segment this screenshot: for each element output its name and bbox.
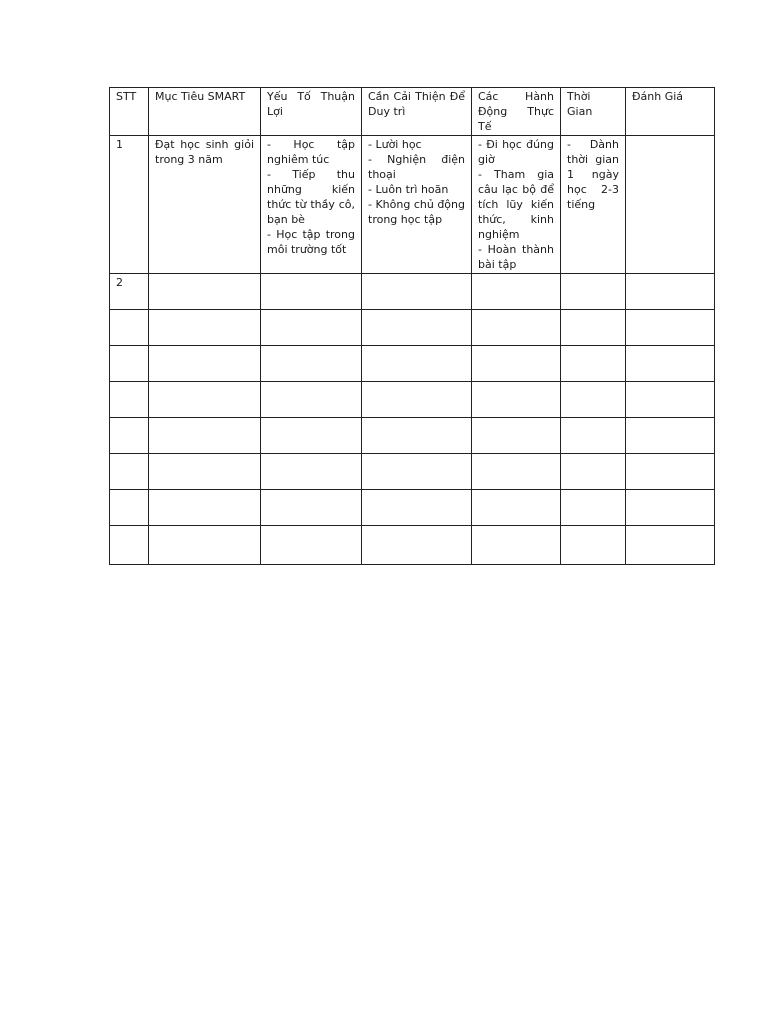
improve-item: - Lười học	[368, 138, 422, 151]
cell-empty	[472, 418, 561, 454]
cell-empty	[472, 454, 561, 490]
cell-empty	[561, 274, 626, 310]
cell-empty	[149, 382, 261, 418]
cell-empty	[561, 454, 626, 490]
cell-empty	[149, 418, 261, 454]
cell-time: - Dành thời gian 1 ngày học 2-3 tiếng	[561, 136, 626, 274]
cell-empty	[261, 454, 362, 490]
improve-item: - Luôn trì hoãn	[368, 183, 449, 196]
header-favorable-factors: Yếu Tố Thuận Lợi	[261, 88, 362, 136]
cell-empty	[362, 490, 472, 526]
favorable-item: - Tiếp thu những kiến thức từ thầy cô, bạn bè	[267, 168, 355, 226]
table-row-empty	[110, 526, 715, 565]
cell-stt: 2	[110, 274, 149, 310]
table-row-empty	[110, 346, 715, 382]
cell-empty	[626, 454, 715, 490]
cell-stt: 1	[110, 136, 149, 274]
cell-empty	[149, 454, 261, 490]
cell-empty	[110, 382, 149, 418]
cell-empty	[362, 454, 472, 490]
cell-empty	[110, 346, 149, 382]
cell-empty	[362, 382, 472, 418]
cell-empty	[110, 454, 149, 490]
cell-empty	[561, 346, 626, 382]
header-time: Thời Gian	[561, 88, 626, 136]
header-actions: Các Hành Động Thực Tế	[472, 88, 561, 136]
table-row	[110, 136, 715, 274]
cell-empty	[261, 490, 362, 526]
cell-empty	[261, 418, 362, 454]
cell-empty	[110, 490, 149, 526]
cell-empty	[362, 346, 472, 382]
cell-empty	[261, 382, 362, 418]
table-row-empty	[110, 382, 715, 418]
cell-empty	[149, 526, 261, 565]
cell-empty	[149, 274, 261, 310]
cell-empty	[261, 346, 362, 382]
cell-empty	[626, 418, 715, 454]
cell-empty	[472, 346, 561, 382]
cell-empty	[261, 526, 362, 565]
cell-empty	[110, 526, 149, 565]
cell-empty	[561, 490, 626, 526]
header-smart-goal: Mục Tiêu SMART	[149, 88, 261, 136]
cell-favorable-factors	[261, 136, 362, 274]
cell-evaluation	[626, 136, 715, 274]
cell-empty	[472, 274, 561, 310]
cell-smart-goal: Đạt học sinh giỏi trong 3 năm	[149, 136, 261, 274]
cell-empty	[149, 490, 261, 526]
table-row-empty	[110, 454, 715, 490]
cell-empty	[472, 310, 561, 346]
cell-actions	[472, 136, 561, 274]
cell-empty	[110, 418, 149, 454]
cell-empty	[472, 526, 561, 565]
cell-empty	[362, 418, 472, 454]
cell-empty	[149, 346, 261, 382]
cell-empty	[626, 490, 715, 526]
cell-empty	[261, 310, 362, 346]
table-row	[110, 274, 715, 310]
cell-empty	[626, 274, 715, 310]
cell-empty	[626, 346, 715, 382]
cell-empty	[362, 274, 472, 310]
cell-empty	[561, 418, 626, 454]
cell-empty	[149, 310, 261, 346]
table-row-empty	[110, 310, 715, 346]
action-item: - Hoàn thành bài tập	[478, 243, 554, 271]
cell-empty	[561, 382, 626, 418]
action-item: - Tham gia câu lạc bộ để tích lũy kiến thức, kinh nghiệm	[478, 168, 554, 241]
cell-empty	[110, 310, 149, 346]
cell-empty	[261, 274, 362, 310]
improve-item: - Nghiện điện thoại	[368, 153, 465, 181]
table-header-row	[110, 88, 715, 136]
smart-goals-table	[109, 87, 715, 565]
favorable-item: - Học tập nghiêm túc	[267, 138, 355, 166]
cell-empty	[626, 310, 715, 346]
table-row-empty	[110, 418, 715, 454]
header-evaluation: Đánh Giá	[626, 88, 715, 136]
improve-item: - Không chủ động trong học tập	[368, 198, 465, 226]
cell-needs-improvement	[362, 136, 472, 274]
cell-empty	[561, 526, 626, 565]
cell-empty	[561, 310, 626, 346]
cell-empty	[362, 310, 472, 346]
header-stt: STT	[110, 88, 149, 136]
table-row-empty	[110, 490, 715, 526]
cell-empty	[472, 490, 561, 526]
cell-empty	[362, 526, 472, 565]
cell-empty	[472, 382, 561, 418]
action-item: - Đi học đúng giờ	[478, 138, 554, 166]
cell-empty	[626, 382, 715, 418]
header-needs-improvement: Cần Cải Thiện Để Duy trì	[362, 88, 472, 136]
cell-empty	[626, 526, 715, 565]
favorable-item: - Học tập trong môi trường tốt	[267, 228, 355, 256]
